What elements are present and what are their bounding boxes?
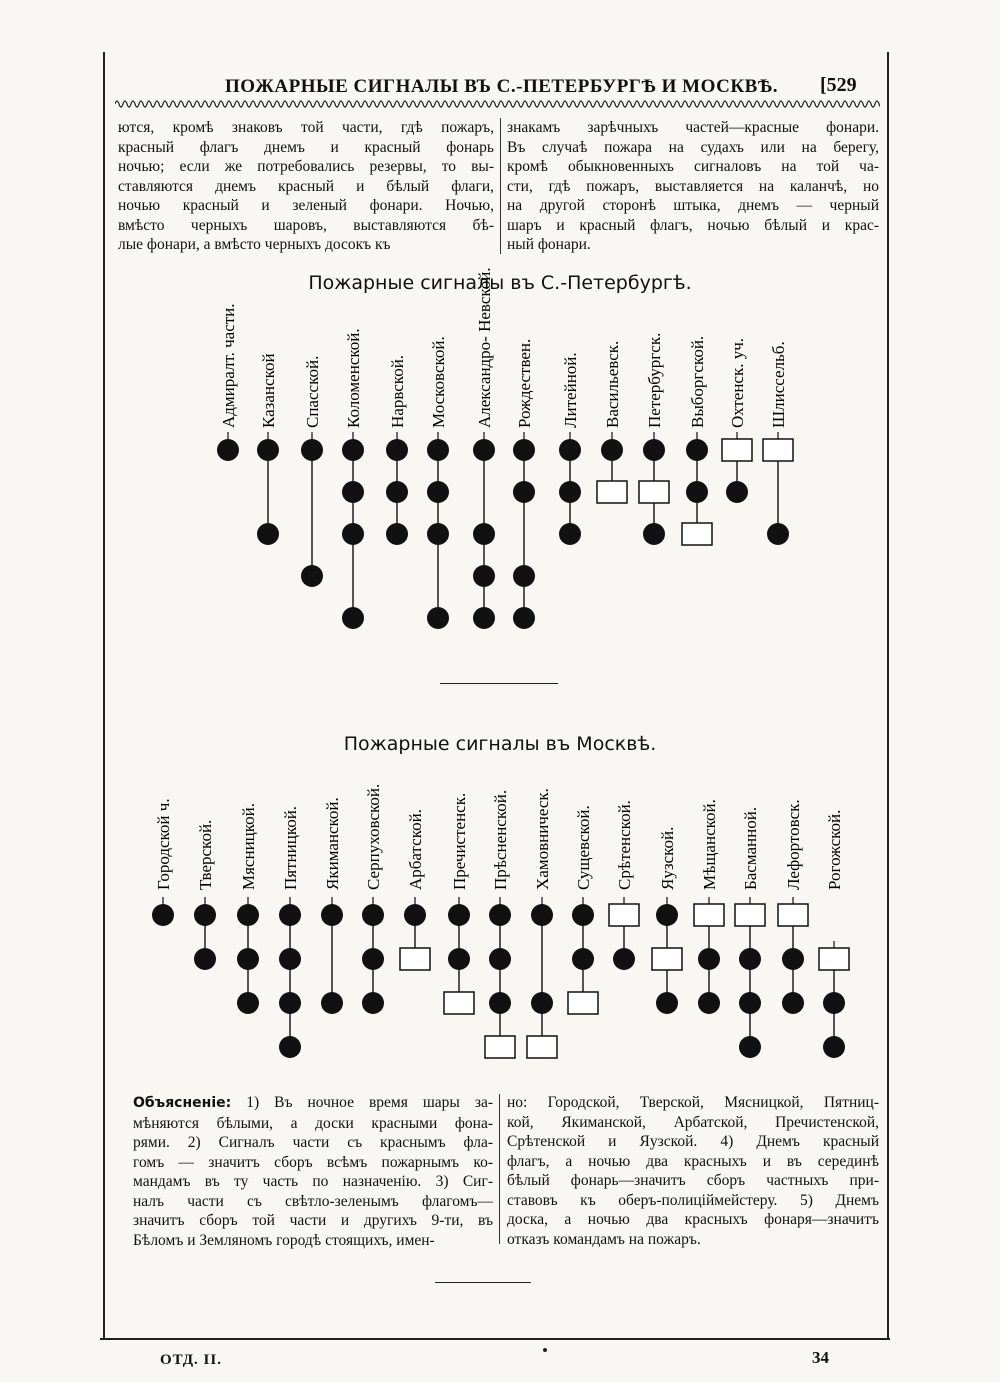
moscow-signal-label: Пятницкой.	[281, 805, 300, 890]
moscow-signal-ball	[739, 948, 761, 970]
moscow-signal-board	[652, 948, 682, 970]
moscow-signal-ball	[823, 1036, 845, 1058]
petersburg-signal-label: Шлиссельб.	[769, 341, 788, 428]
moscow-signal-ball	[194, 948, 216, 970]
moscow-signal-ball	[823, 992, 845, 1014]
moscow-signal-ball	[362, 948, 384, 970]
moscow-signal-board	[609, 904, 639, 926]
moscow-signal-ball	[531, 904, 553, 926]
moscow-signal-ball	[782, 948, 804, 970]
explanation-heading: Объясненіе:	[133, 1095, 232, 1111]
moscow-signal-board	[778, 904, 808, 926]
petersburg-signal-label: Охтенск. уч.	[728, 337, 747, 428]
moscow-signal-label: Тверской.	[196, 819, 215, 890]
moscow-signal-label: Басманной.	[741, 806, 760, 890]
text-line: шаръ и красный флагъ, ночью бѣлый и крас-	[507, 216, 879, 234]
text-line: бѣлый фонарь—значитъ сборъ частныхъ при-	[507, 1172, 879, 1189]
text-line: налъ части съ свѣтло-зеленымъ флагомъ—	[133, 1192, 493, 1210]
moscow-signal-ball	[279, 904, 301, 926]
moscow-signal-ball	[237, 948, 259, 970]
text-line: ный фонари.	[507, 236, 591, 253]
moscow-title: Пожарные сигналы въ Москвѣ.	[343, 733, 657, 755]
petersburg-signal-label: Выборгской.	[688, 335, 707, 428]
text-line: знакамъ зарѣчныхъ частей—красные фонари.	[507, 119, 879, 136]
text-line: ночью красный и зеленый фонари. Ночью,	[118, 197, 494, 214]
moscow-signal-label: Якиманской.	[323, 797, 342, 890]
moscow-signal-ball	[404, 904, 426, 926]
moscow-signal-ball	[572, 948, 594, 970]
text-line: Бѣломъ и Земляномъ городѣ стоящихъ, имен-	[133, 1231, 435, 1249]
moscow-signal-ball	[489, 948, 511, 970]
text-line: кромѣ обыкновенныхъ сигналовъ на той ча-	[507, 158, 879, 175]
petersburg-signal-label: Московской.	[429, 336, 448, 428]
moscow-signal-board	[819, 948, 849, 970]
moscow-signal-ball	[321, 992, 343, 1014]
petersburg-title: Пожарные сигналы въ С.-Петербургѣ.	[308, 272, 692, 294]
text-line: Объясненіе: 1) Въ ночное время шары за-	[133, 1094, 493, 1111]
moscow-signal-board	[400, 948, 430, 970]
text-line: ставляются днемъ красный и бѣлый флаги,	[118, 177, 494, 195]
explanation-left-column	[133, 1093, 493, 1250]
moscow-signal-board	[568, 992, 598, 1014]
moscow-signal-label: Прѣсненской.	[491, 789, 510, 890]
moscow-signal-ball	[739, 1036, 761, 1058]
petersburg-signal-label: Васильевск.	[603, 340, 622, 428]
moscow-signal-label: Городской ч.	[154, 798, 173, 890]
moscow-signal-label: Пречистенск.	[450, 792, 469, 890]
moscow-signal-ball	[531, 992, 553, 1014]
moscow-signal-ball	[279, 1036, 301, 1058]
moscow-signal-ball	[237, 904, 259, 926]
footer-sheet-number: 34	[812, 1348, 829, 1367]
footer-dot	[543, 1348, 547, 1352]
moscow-signal-ball	[489, 992, 511, 1014]
moscow-signal-ball	[448, 948, 470, 970]
moscow-signal-board	[444, 992, 474, 1014]
running-title: ПОЖАРНЫЕ СИГНАЛЫ ВЪ С.-ПЕТЕРБУРГѢ И МОСКВѢ.	[225, 76, 779, 97]
footer-section-label: ОТД. II.	[160, 1352, 222, 1368]
text-line: доска, а ночью два красныхъ фонаря—значитъ	[507, 1211, 879, 1228]
moscow-signal-ball	[572, 904, 594, 926]
moscow-signal-label: Мѣщанской.	[700, 799, 719, 890]
petersburg-signal-label: Александро- Невской.	[475, 267, 494, 428]
section-rule-2	[435, 1282, 531, 1283]
moscow-signal-ball	[362, 992, 384, 1014]
moscow-signal-ball	[739, 992, 761, 1014]
moscow-signal-label: Яузской.	[658, 826, 677, 890]
moscow-signal-ball	[194, 904, 216, 926]
text-line: рями. 2) Сигналъ части съ краснымъ фла-	[133, 1134, 493, 1151]
petersburg-signal-label: Литейной.	[561, 352, 580, 428]
moscow-signal-label: Хамовническ.	[533, 788, 552, 890]
text-line: мандамъ въ ту часть по назначенію. 3) Сиг-	[133, 1173, 493, 1190]
moscow-signal-label: Серпуховской.	[364, 783, 383, 890]
moscow-signal-label: Сущевской.	[574, 805, 593, 890]
moscow-signal-ball	[782, 992, 804, 1014]
text-line: Въ случаѣ пожара на судахъ или на берегу,	[507, 138, 879, 156]
moscow-signal-ball	[489, 904, 511, 926]
text-line: Срѣтенской и Яузской. 4) Днемъ красный	[507, 1133, 879, 1150]
moscow-signal-ball	[698, 948, 720, 970]
moscow-signal-board	[485, 1036, 515, 1058]
moscow-signal-ball	[279, 992, 301, 1014]
petersburg-signal-label: Спасской.	[303, 355, 322, 428]
page-frame-bottom-rule	[100, 1338, 890, 1340]
moscow-signal-label: Лефортовск.	[784, 799, 803, 890]
page-number: [529	[820, 74, 857, 96]
moscow-signal-ball	[237, 992, 259, 1014]
text-line: красный флагъ днемъ и красный фонарь	[118, 138, 494, 156]
petersburg-signal-label: Рождествен.	[515, 338, 534, 428]
text-line: кой, Якиманской, Арбатской, Пречистенской,	[507, 1113, 879, 1131]
moscow-signal-ball	[362, 904, 384, 926]
petersburg-signal-label: Петербургск.	[645, 332, 664, 428]
text-line: флагъ, а ночью два красныхъ и въ серединѣ	[507, 1152, 879, 1170]
text-line: мѣняются бѣлыми, а доски красными фона-	[133, 1114, 493, 1132]
moscow-signal-board	[735, 904, 765, 926]
text-line: но: Городской, Тверской, Мясницкой, Пятниц-	[507, 1094, 879, 1111]
petersburg-signal-label: Нарвской.	[388, 354, 407, 428]
text-line: сти, гдѣ пожаръ, выставляется на каланчѣ, но	[507, 177, 879, 195]
moscow-signal-ball	[656, 904, 678, 926]
moscow-signal-ball	[613, 948, 635, 970]
moscow-signal-ball	[698, 992, 720, 1014]
moscow-signal-ball	[656, 992, 678, 1014]
text-line: гомъ — значитъ сборъ всѣмъ пожарнымъ ко-	[133, 1153, 493, 1171]
moscow-signal-label: Рогожской.	[825, 809, 844, 890]
moscow-signal-board	[527, 1036, 557, 1058]
text-line: ставовъ къ оберъ-полиціймейстеру. 5) Днемъ	[507, 1191, 879, 1209]
moscow-signal-ball	[321, 904, 343, 926]
text-line: ночью; если же потребовались резервы, то вы-	[118, 158, 494, 175]
petersburg-signal-label: Коломенской.	[344, 328, 363, 428]
text-line: значитъ сборъ той части и другихъ 9-ти, въ	[133, 1212, 493, 1229]
petersburg-signal-label: Адмиралт. части.	[219, 303, 238, 428]
explanation-column-divider	[499, 1094, 500, 1244]
explanation-right-column	[507, 1093, 879, 1249]
moscow-signal-ball	[448, 904, 470, 926]
moscow-signal-ball	[152, 904, 174, 926]
moscow-signal-label: Арбатской.	[406, 809, 425, 890]
text-line: ются, кромѣ знаковъ той части, гдѣ пожаръ,	[118, 119, 494, 136]
text-line: на другой сторонѣ штыка, днемъ — черный	[507, 197, 879, 214]
text-line: лые фонари, а вмѣсто черныхъ досокъ къ	[118, 236, 391, 253]
moscow-signal-board	[694, 904, 724, 926]
moscow-signal-label: Срѣтенской.	[615, 800, 634, 890]
text-line: вмѣсто черныхъ шаровъ, выставляются бѣ-	[118, 216, 494, 234]
text-line: отказъ командамъ на пожаръ.	[507, 1230, 701, 1248]
moscow-signal-label: Мясницкой.	[239, 802, 258, 890]
moscow-signal-ball	[279, 948, 301, 970]
petersburg-signal-label: Казанской	[259, 353, 278, 428]
